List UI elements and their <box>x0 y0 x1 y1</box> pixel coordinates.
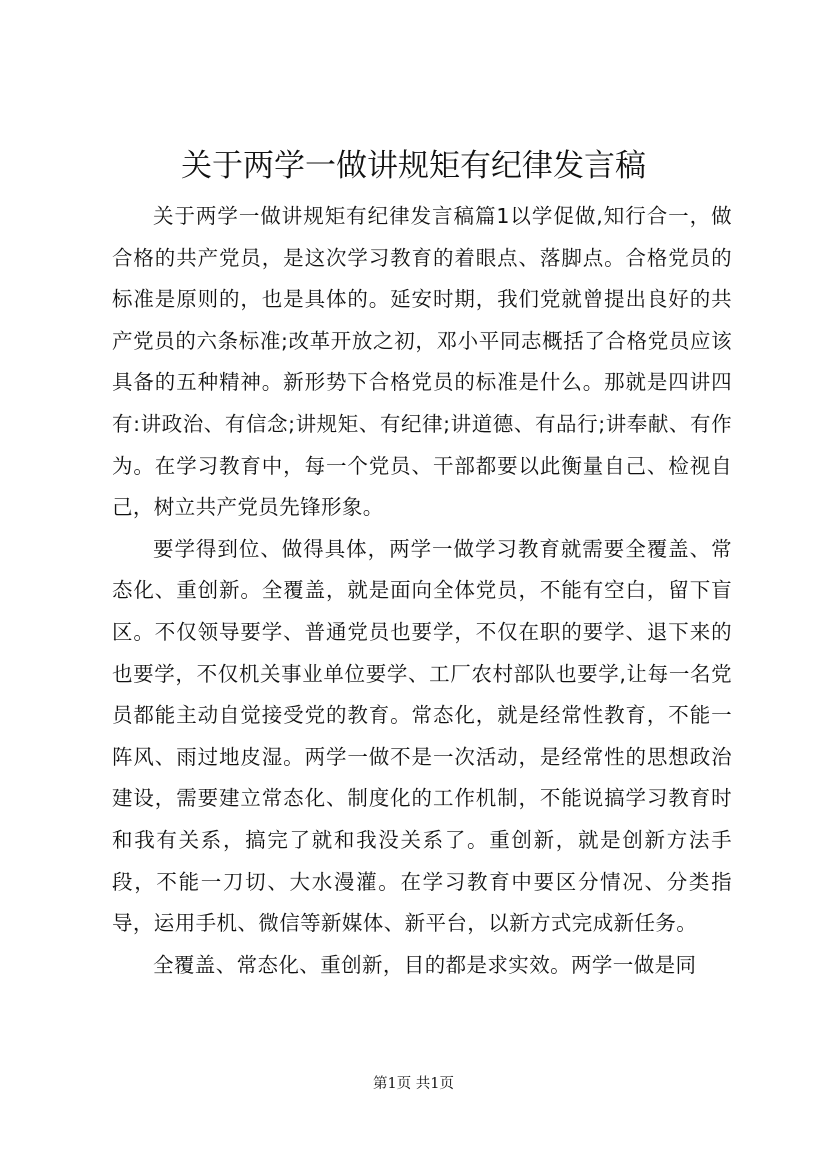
document-title: 关于两学一做讲规矩有纪律发言稿 <box>181 148 646 184</box>
page-number-footer: 第1页 共1页 <box>372 1076 455 1092</box>
paragraph-3: 全覆盖、常态化、重创新，目的都是求实效。两学一做是同 <box>153 952 697 977</box>
document-body <box>112 196 732 986</box>
paragraph-1: 关于两学一做讲规矩有纪律发言稿篇1以学促做,知行合一，做合格的共产党员，是这次学习教育的着眼点、落脚点。合格党员的标准是原则的，也是具体的。延安时期，我们党就曾提出良好的共产党员的六条标准;改革开放之初，邓小平同志概括了合格党员应该具备的五种精神。新形势下合格党员的标准是什么。那就是四讲四有:讲政治、有信念;讲规矩、有纪律;讲道德、有品行;讲奉献、有作为。在学习教育中，每一个党员、干部都要以此衡量自己、检视自己，树立共产党员先锋形象。 <box>112 204 732 520</box>
paragraph-2: 要学得到位、做得具体，两学一做学习教育就需要全覆盖、常态化、重创新。全覆盖，就是面向全体党员，不能有空白，留下盲区。不仅领导要学、普通党员也要学，不仅在职的要学、退下来的也要学，不仅机关事业单位要学、工厂农村部队也要学,让每一名党员都能主动自觉接受党的教育。常态化，就是经常性教育，不能一阵风、雨过地皮湿。两学一做不是一次活动，是经常性的思想政治建设，需要建立常态化、制度化的工作机制，不能说搞学习教育时和我有关系，搞完了就和我没关系了。重创新，就是创新方法手段，不能一刀切、大水漫灌。在学习教育中要区分情况、分类指导，运用手机、微信等新媒体、新平台，以新方式完成新任务。 <box>112 536 732 936</box>
